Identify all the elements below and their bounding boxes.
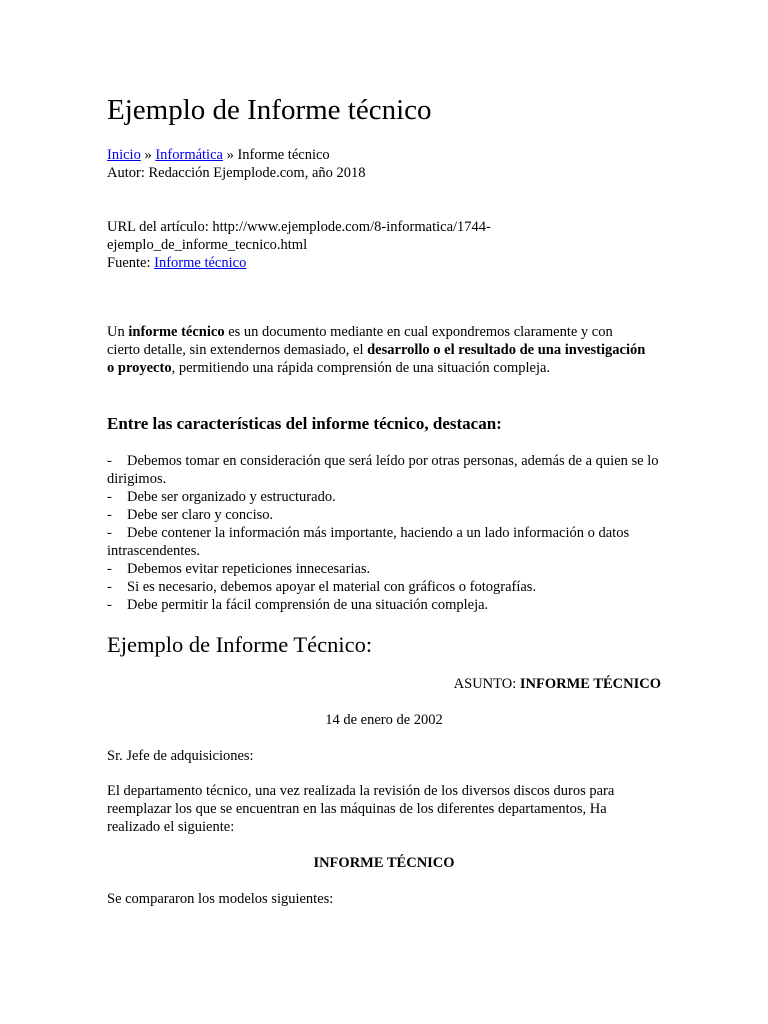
- list-item: - Debe contener la información más importante, haciendo a un lado información o datos intrascendentes.: [107, 525, 630, 559]
- source-label: Fuente:: [107, 255, 155, 271]
- page-title: Ejemplo de Informe técnico: [107, 94, 432, 126]
- subject-value: INFORME TÉCNICO: [519, 676, 661, 692]
- list-item: - Debe ser claro y conciso.: [107, 507, 274, 523]
- subject-label: ASUNTO:: [453, 676, 520, 692]
- example-heading: Ejemplo de Informe Técnico:: [107, 632, 373, 657]
- article-url-line-2: ejemplo_de_informe_tecnico.html: [107, 237, 308, 253]
- source-line: [107, 254, 667, 272]
- intro-bold-phrase: desarrollo o el resultado de una investigación o proyecto: [107, 342, 646, 376]
- list-item: - Si es necesario, debemos apoyar el material con gráficos o fotografías.: [107, 579, 537, 595]
- list-item: - Debe permitir la fácil comprensión de una situación compleja.: [107, 597, 489, 613]
- features-heading: Entre las características del informe técnico, destacan:: [107, 414, 502, 433]
- list-item: - Debemos tomar en consideración que será leído por otras personas, además de a quien se lo dirigimos.: [107, 453, 659, 487]
- salutation: Sr. Jefe de adquisiciones:: [107, 748, 254, 764]
- article-url-line-1: URL del artículo: http://www.ejemplode.com/8-informatica/1744-: [107, 219, 491, 235]
- breadcrumb-separator: »: [222, 147, 238, 163]
- intro-paragraph: [107, 323, 647, 377]
- breadcrumb-separator: »: [140, 147, 156, 163]
- report-title: INFORME TÉCNICO: [313, 855, 455, 871]
- source-link[interactable]: Informe técnico: [154, 255, 247, 271]
- author-line: Autor: Redacción Ejemplode.com, año 2018: [107, 165, 366, 181]
- list-item: - Debemos evitar repeticiones innecesarias.: [107, 561, 371, 577]
- intro-text: Un: [107, 324, 129, 340]
- intro-text: , permitiendo una rápida comprensión de una situación compleja.: [171, 360, 551, 376]
- body-paragraph: El departamento técnico, una vez realizada la revisión de los diversos discos duros para reemplazar los que se encuentran en las máquinas de los diferentes departamentos, Ha realizado el siguiente:: [107, 783, 615, 835]
- letter-date: 14 de enero de 2002: [325, 712, 443, 728]
- url-block: [107, 218, 667, 272]
- intro-bold-term: informe técnico: [128, 324, 225, 340]
- breadcrumb: [107, 146, 667, 164]
- subject-line: [107, 675, 661, 693]
- intro-text: es un documento mediante en cual expondremos claramente y con cierto detalle, sin extendernos demasiado, el: [107, 324, 613, 358]
- breadcrumb-block: [107, 146, 667, 182]
- features-list: [107, 452, 659, 614]
- compared-models-line: Se compararon los modelos siguientes:: [107, 891, 334, 907]
- breadcrumb-home-link[interactable]: Inicio: [107, 147, 141, 163]
- breadcrumb-current: Informe técnico: [237, 147, 330, 163]
- breadcrumb-category-link[interactable]: Informática: [155, 147, 223, 163]
- list-item: - Debe ser organizado y estructurado.: [107, 489, 336, 505]
